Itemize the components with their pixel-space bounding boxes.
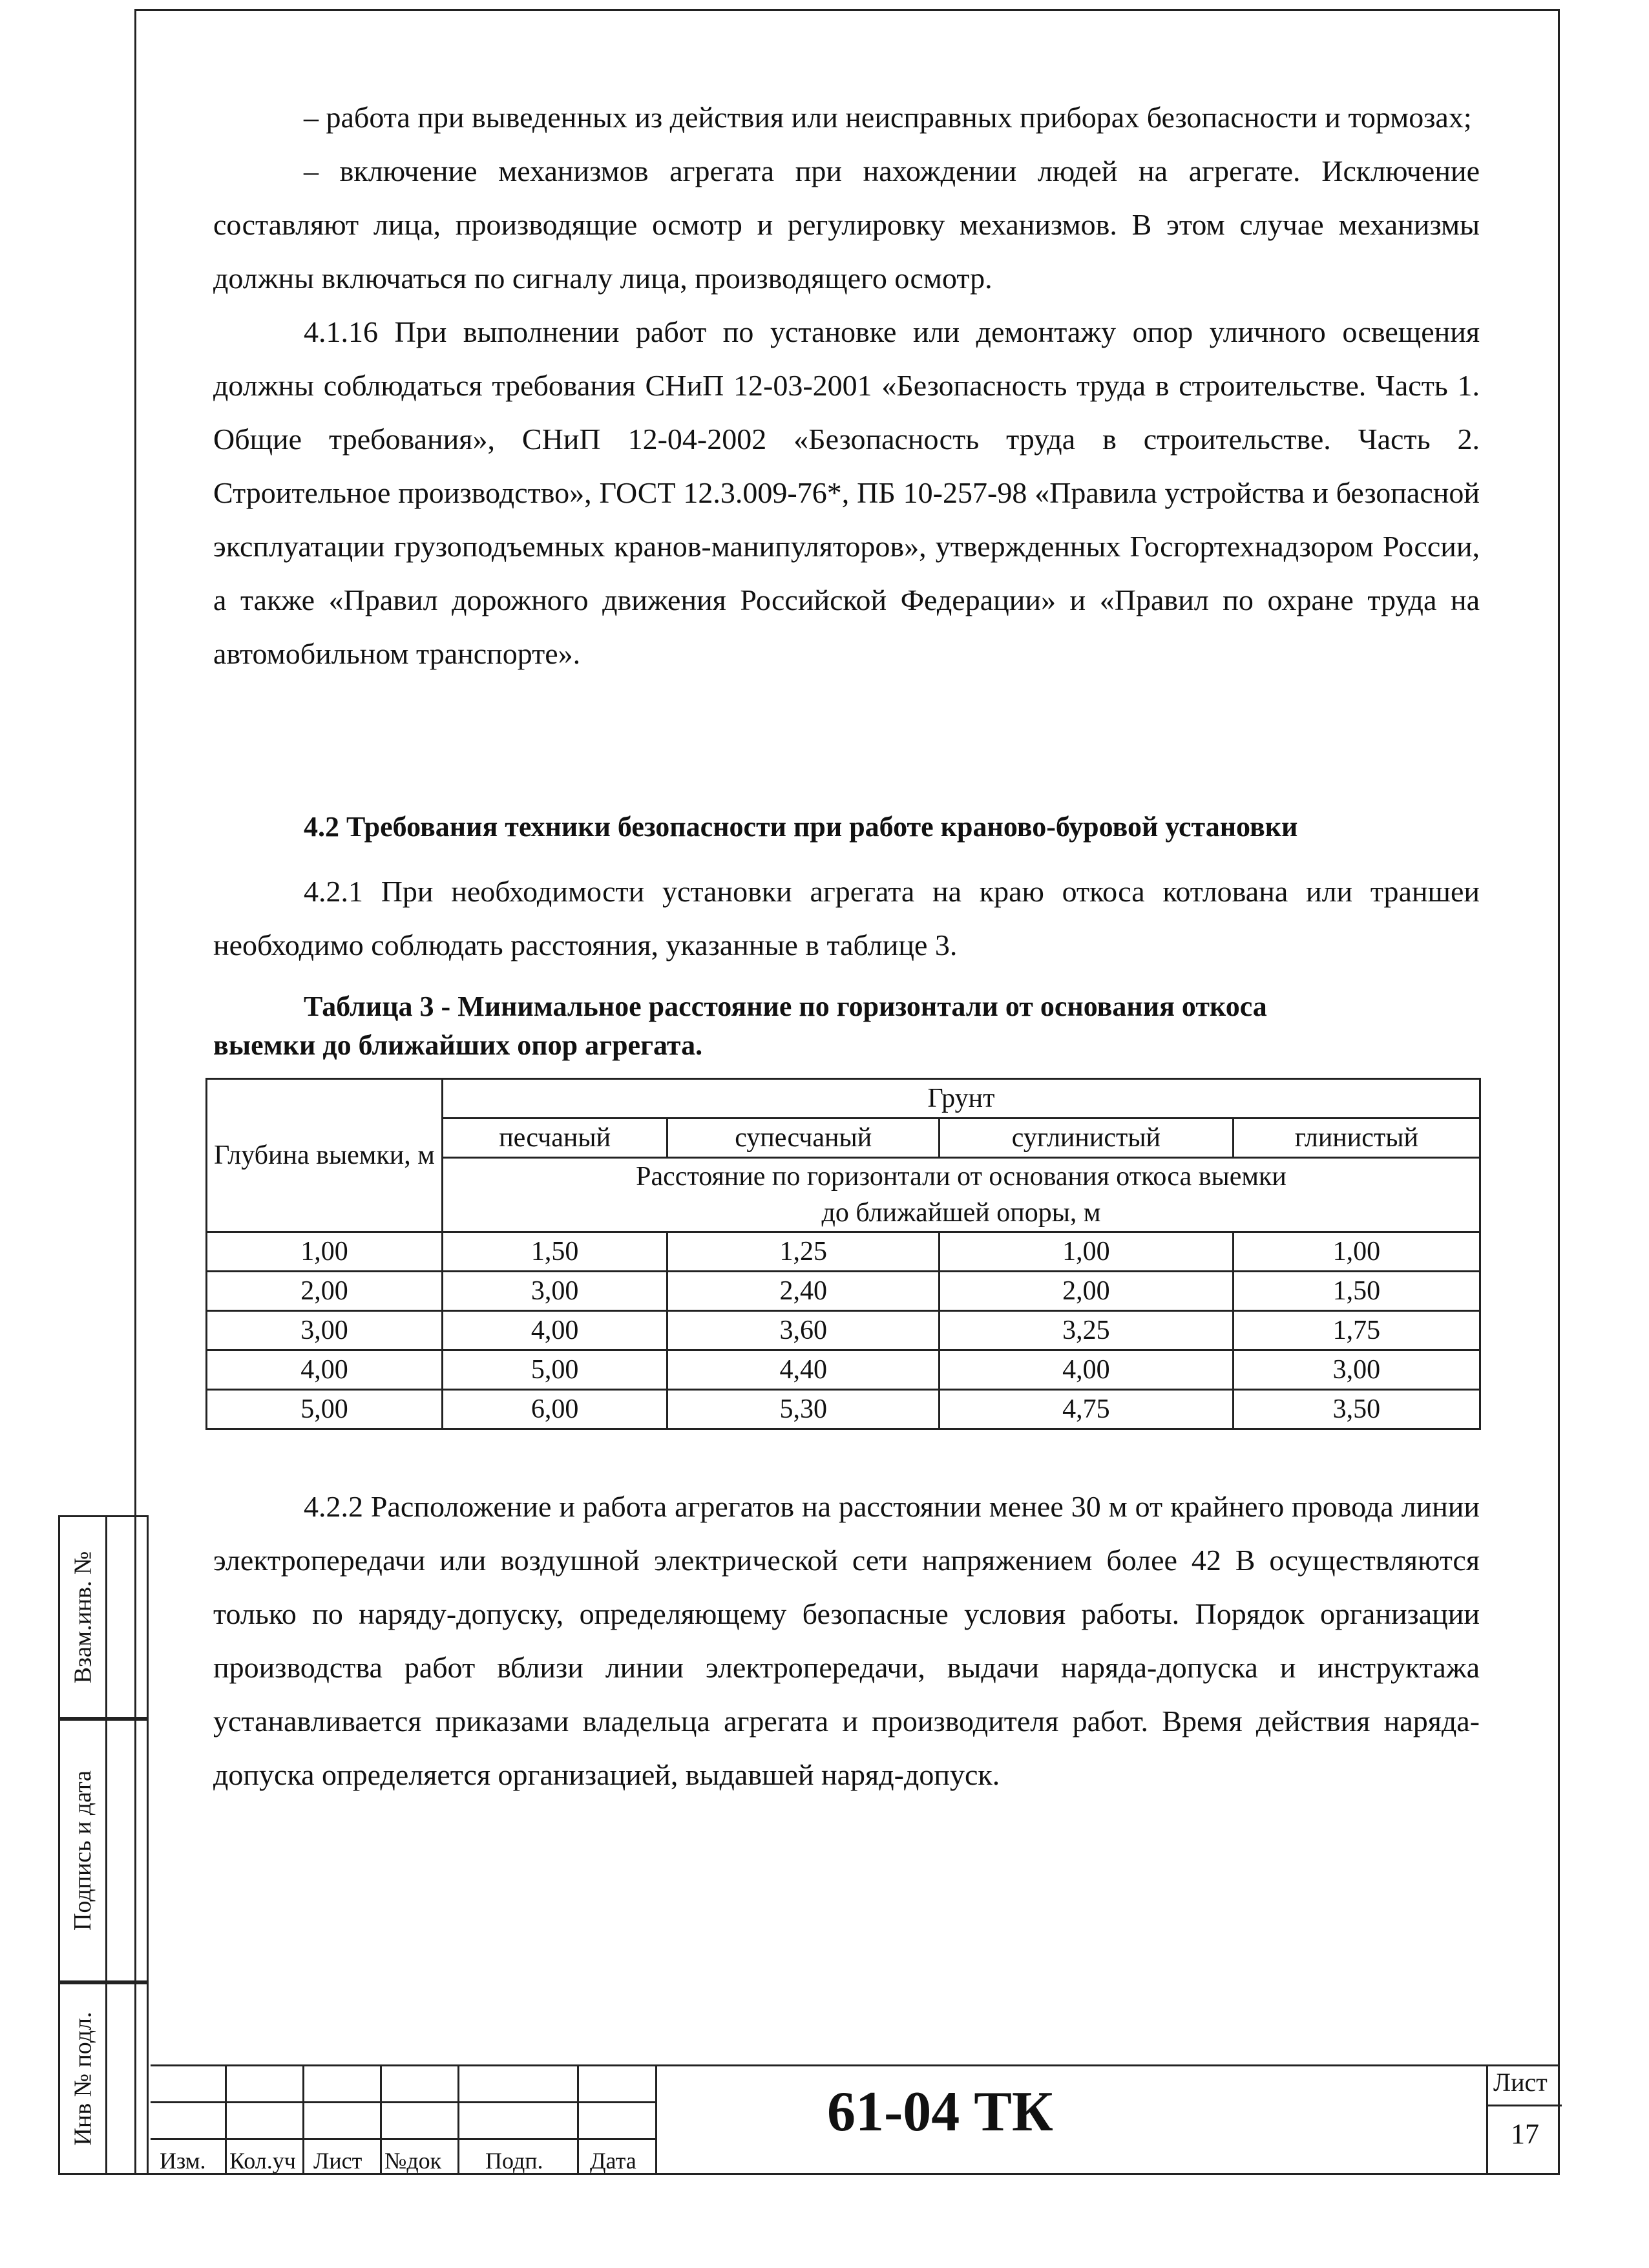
table-cell: 3,00 (207, 1311, 443, 1350)
body-text-421 (213, 865, 1480, 972)
table-header-depth: Глубина выемки, м (207, 1079, 443, 1232)
table-cell: 1,00 (207, 1232, 443, 1272)
sheet-number: 17 (1511, 2118, 1539, 2150)
document-code: 61-04 ТК (827, 2081, 1053, 2143)
stamp-header-data: Дата (590, 2148, 636, 2174)
table-row (207, 1232, 1480, 1272)
table-cell: 3,50 (1233, 1390, 1480, 1429)
table-cell: 1,25 (667, 1232, 940, 1272)
table-cell: 4,75 (940, 1390, 1234, 1429)
table-cell: 1,75 (1233, 1311, 1480, 1350)
table-cell: 1,50 (1233, 1272, 1480, 1311)
table-cell: 1,00 (1233, 1232, 1480, 1272)
paragraph: 4.2.1 При необходимости установки агрегата на краю откоса котлована или траншеи необходимо соблюдать расстояния, указанные в таблице 3. (213, 875, 1480, 961)
table-row (207, 1272, 1480, 1311)
stamp-header-ndok: №док (384, 2148, 442, 2174)
paragraph: 4.2.2 Расположение и работа агрегатов на расстоянии менее 30 м от крайнего провода линии электропередачи или воздушной электрической сети напряжением более 42 В осуществляются только по наряду-допуску, определяющему безопасные условия работы. Порядок организации производства работ вблизи линии электропередачи, выдачи наряда-допуска и инструктажа устанавливается приказами владельца агрегата и производителя работ. Время действия наряда-допуска определяется организацией, выдавшей наряд-допуск. (213, 1490, 1480, 1791)
stamp-header-kol: Кол.уч (229, 2148, 296, 2174)
table-header-soil-type: песчаный (443, 1118, 667, 1158)
stamp-header-izm: Изм. (160, 2148, 206, 2174)
table-header-distance-2: до ближайшей опоры, м (443, 1195, 1480, 1232)
table-cell: 2,40 (667, 1272, 940, 1311)
table-cell: 1,50 (443, 1232, 667, 1272)
body-text-422 (213, 1480, 1480, 1801)
table-caption-line1: Таблица 3 - Минимальное расстояние по горизонтали от основания откоса (304, 991, 1267, 1022)
table-cell: 1,00 (940, 1232, 1234, 1272)
table-cell: 4,00 (940, 1350, 1234, 1390)
paragraph: – работа при выведенных из действия или неисправных приборах безопасности и тормозах; (304, 101, 1472, 134)
table-cell: 5,00 (207, 1390, 443, 1429)
table-header-soil-type: супесчаный (667, 1118, 940, 1158)
side-field-podpis (58, 1719, 149, 1982)
side-label-vzam: Взам.инв. № (69, 1551, 97, 1683)
table-cell: 2,00 (207, 1272, 443, 1311)
body-text-top (213, 90, 1480, 680)
table-cell: 5,00 (443, 1350, 667, 1390)
side-label-podpis: Подпись и дата (69, 1770, 97, 1931)
table-cell: 3,60 (667, 1311, 940, 1350)
table-cell: 5,30 (667, 1390, 940, 1429)
stamp-header-podp: Подп. (485, 2148, 543, 2174)
table-cell: 3,25 (940, 1311, 1234, 1350)
table-caption-line2: выемки до ближайших опор агрегата. (213, 1029, 703, 1061)
sheet-label: Лист (1493, 2068, 1548, 2097)
side-divider (105, 1984, 107, 2173)
revision-grid (151, 2064, 657, 2175)
side-label-inv: Инв № подл. (69, 2011, 97, 2146)
paragraph: 4.1.16 При выполнении работ по установке или демонтажу опор уличного освещения должны соблюдаться требования СНиП 12-03-2001 «Безопасность труда в строительстве. Часть 1. Общие требования», СНиП 12-04-2002 «Безопасность труда в строительстве. Часть 2. Строительное производство», ГОСТ 12.3.009-76*, ПБ 10-257-98 «Правила устройства и безопасной эксплуатации грузоподъемных кранов-манипуляторов», утвержденных Госгортехнадзором России, а также «Правил дорожного движения Российской Федерации» и «Правил по охране труда на автомобильном транспорте». (213, 315, 1480, 670)
side-divider (105, 1721, 107, 1980)
table-cell: 4,00 (443, 1311, 667, 1350)
table-header-soil: Грунт (443, 1079, 1480, 1118)
table-row (207, 1390, 1480, 1429)
side-divider (105, 1517, 107, 1717)
paragraph: – включение механизмов агрегата при нахождении людей на агрегате. Исключение составляют лица, производящие осмотр и регулировку механизмов. В этом случае механизмы должны включаться по сигналу лица, производящего осмотр. (213, 154, 1480, 295)
table-cell: 6,00 (443, 1390, 667, 1429)
soil-distance-table (205, 1078, 1481, 1430)
table-cell: 3,00 (443, 1272, 667, 1311)
side-field-vzam (58, 1515, 149, 1719)
side-field-inv (58, 1982, 149, 2175)
table-caption (213, 987, 1480, 1065)
stamp-header-list: Лист (313, 2148, 362, 2174)
table-row (207, 1311, 1480, 1350)
table-cell: 4,00 (207, 1350, 443, 1390)
sheet-box (1486, 2064, 1562, 2175)
table-header-soil-type: суглинистый (940, 1118, 1234, 1158)
table-row (207, 1350, 1480, 1390)
table-header-distance-1: Расстояние по горизонтали от основания откоса выемки (443, 1158, 1480, 1195)
table-cell: 3,00 (1233, 1350, 1480, 1390)
section-heading: 4.2 Требования техники безопасности при работе краново-буровой установки (304, 811, 1298, 843)
table-cell: 4,40 (667, 1350, 940, 1390)
table-header-soil-type: глинистый (1233, 1118, 1480, 1158)
table-cell: 2,00 (940, 1272, 1234, 1311)
